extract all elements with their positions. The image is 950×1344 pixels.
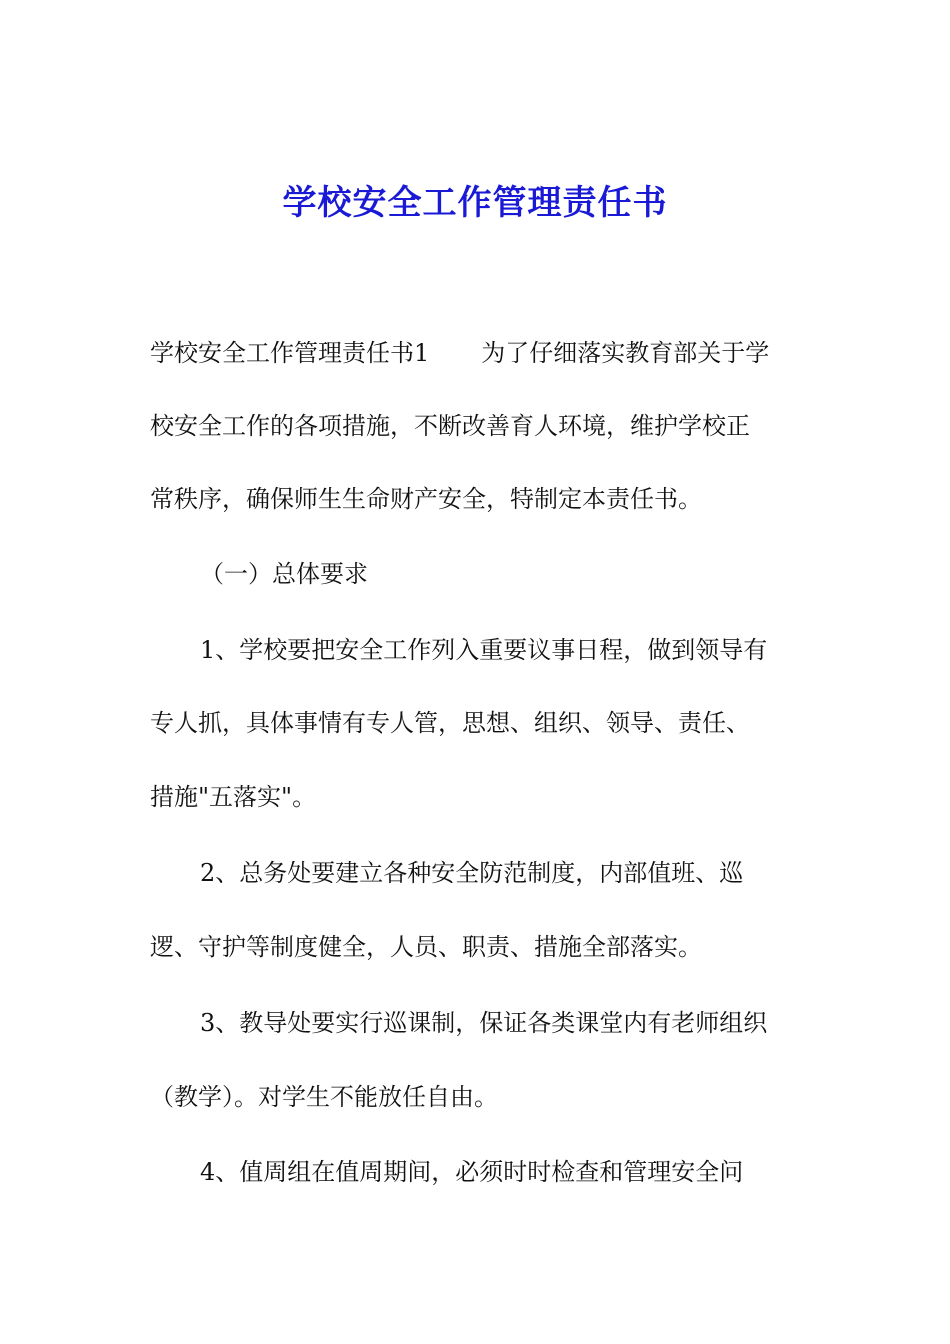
paragraph-line: 专人抓，具体事情有专人管，思想、组织、领导、责任、	[150, 709, 750, 737]
paragraph-line: 措施"五落实"。	[150, 783, 317, 811]
paragraph-line: （教学）。对学生不能放任自由。	[150, 1083, 498, 1111]
paragraph-line	[150, 333, 769, 373]
paragraph-text: 为了仔细落实教育部关于学	[481, 339, 770, 367]
paragraph-line: 逻、守护等制度健全，人员、职责、措施全部落实。	[150, 933, 702, 961]
document-title: 学校安全工作管理责任书	[282, 183, 668, 223]
paragraph-line: 校安全工作的各项措施，不断改善育人环境，维护学校正	[150, 412, 750, 440]
section-heading: （一）总体要求	[200, 560, 368, 588]
paragraph-line: 常秩序，确保师生生命财产安全，特制定本责任书。	[150, 485, 702, 513]
paragraph-line: 4、值周组在值周期间，必须时时检查和管理安全问	[200, 1158, 744, 1186]
paragraph-line: 2、总务处要建立各种安全防范制度，内部值班、巡	[200, 859, 744, 887]
paragraph-line: 1、学校要把安全工作列入重要议事日程，做到领导有	[200, 636, 768, 664]
paragraph-line: 3、教导处要实行巡课制，保证各类课堂内有老师组织	[200, 1009, 768, 1037]
section-heading: 学校安全工作管理责任书1	[150, 339, 430, 367]
